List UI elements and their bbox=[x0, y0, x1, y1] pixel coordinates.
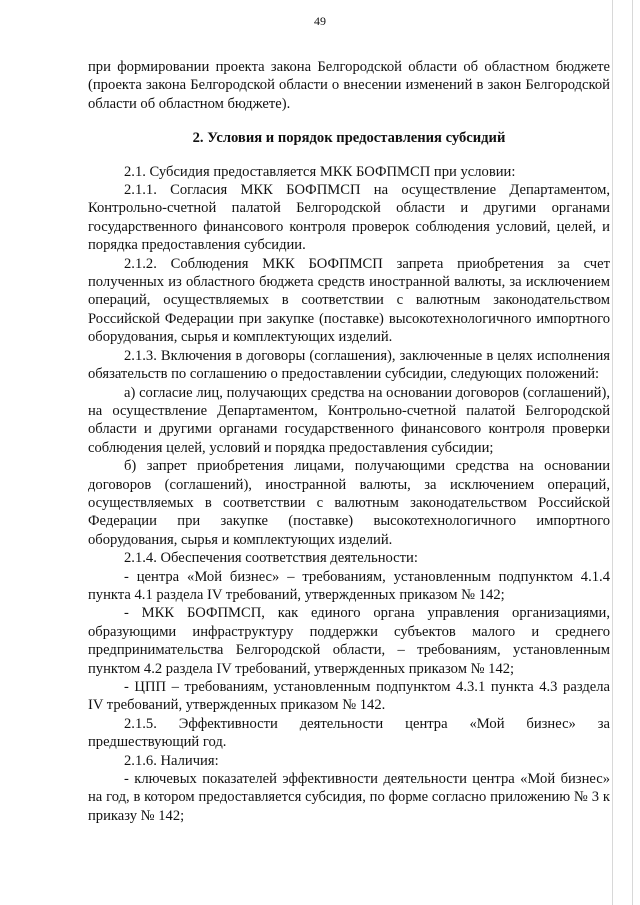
bullet-center: - центра «Мой бизнес» – требованиям, установленным подпунктом 4.1.4 пункта 4.1 раздела IV требований, утвержденных приказом № 142; bbox=[88, 568, 610, 603]
bullet-kpi: - ключевых показателей эффективности деятельности центра «Мой бизнес» на год, в котором предоставляется субсидия, по форме согласно приложению № 3 к приказу № 142; bbox=[88, 771, 610, 824]
clause-2-1-6: 2.1.6. Наличия: bbox=[124, 752, 219, 769]
clause-2-1-1: 2.1.1. Согласия МКК БОФПМСП на осуществление Департаментом, Контрольно-счетной палатой Белгородской области и другими органами государственного финансового контроля проверок соблюдения условий, целей, и порядка предоставления субсидии. bbox=[88, 182, 610, 254]
clause-2-1-4: 2.1.4. Обеспечения соответствия деятельности: bbox=[124, 550, 418, 567]
item-a: а) согласие лиц, получающих средства на основании договоров (соглашений), на осуществление Департаментом, Контрольно-счетной палатой Белгородской области и другими органами государственного финансового контроля проверки соблюдения целей, условий и порядка предоставления субсидии; bbox=[88, 384, 610, 456]
clause-2-1-5: 2.1.5. Эффективности деятельности центра «Мой бизнес» за предшествующий год. bbox=[88, 715, 610, 751]
intro-paragraph: при формировании проекта закона Белгородской области об областном бюджете (проекта закона Белгородской области о внесении изменений в закон Белгородской области об областном бюджете). bbox=[88, 59, 610, 112]
scan-edge-right bbox=[632, 0, 633, 905]
document-body bbox=[88, 58, 610, 825]
clause-2-1-2: 2.1.2. Соблюдения МКК БОФПМСП запрета приобретения за счет полученных из областного бюджета средств иностранной валюты, за исключением операций, осуществляемых в соответствии с валютным законодательством Российской Федерации при закупке (поставке) высокотехнологичного импортного оборудования, сырья и комплектующих изделий. bbox=[88, 255, 610, 346]
clause-2-1: 2.1. Субсидия предоставляется МКК БОФПМСП при условии: bbox=[124, 163, 516, 180]
page-number: 49 bbox=[314, 14, 326, 28]
bullet-mkk: - МКК БОФПМСП, как единого органа управления организациями, образующими инфраструктуру поддержки субъектов малого и среднего предпринимательства Белгородской области, – требованиям, установленным пунктом 4.2 раздела IV требований, утвержденных приказом № 142; bbox=[88, 605, 610, 677]
bullet-cpp: - ЦПП – требованиям, установленным подпунктом 4.3.1 пункта 4.3 раздела IV требований, утвержденных приказом № 142. bbox=[88, 679, 610, 714]
clause-2-1-3: 2.1.3. Включения в договоры (соглашения), заключенные в целях исполнения обязательств по соглашению о предоставлении субсидии, следующих положений: bbox=[88, 347, 610, 383]
section-heading: 2. Условия и порядок предоставления субсидий bbox=[192, 130, 506, 147]
item-b: б) запрет приобретения лицами, получающими средства на основании договоров (соглашений), иностранной валюты, за исключением операций, осуществляемых в соответствии с валютным законодательством Российской Федерации при закупке (поставке) высокотехнологичного импортного оборудования, сырья и комплектующих изделий. bbox=[88, 458, 610, 548]
scan-edge-left bbox=[612, 0, 613, 905]
